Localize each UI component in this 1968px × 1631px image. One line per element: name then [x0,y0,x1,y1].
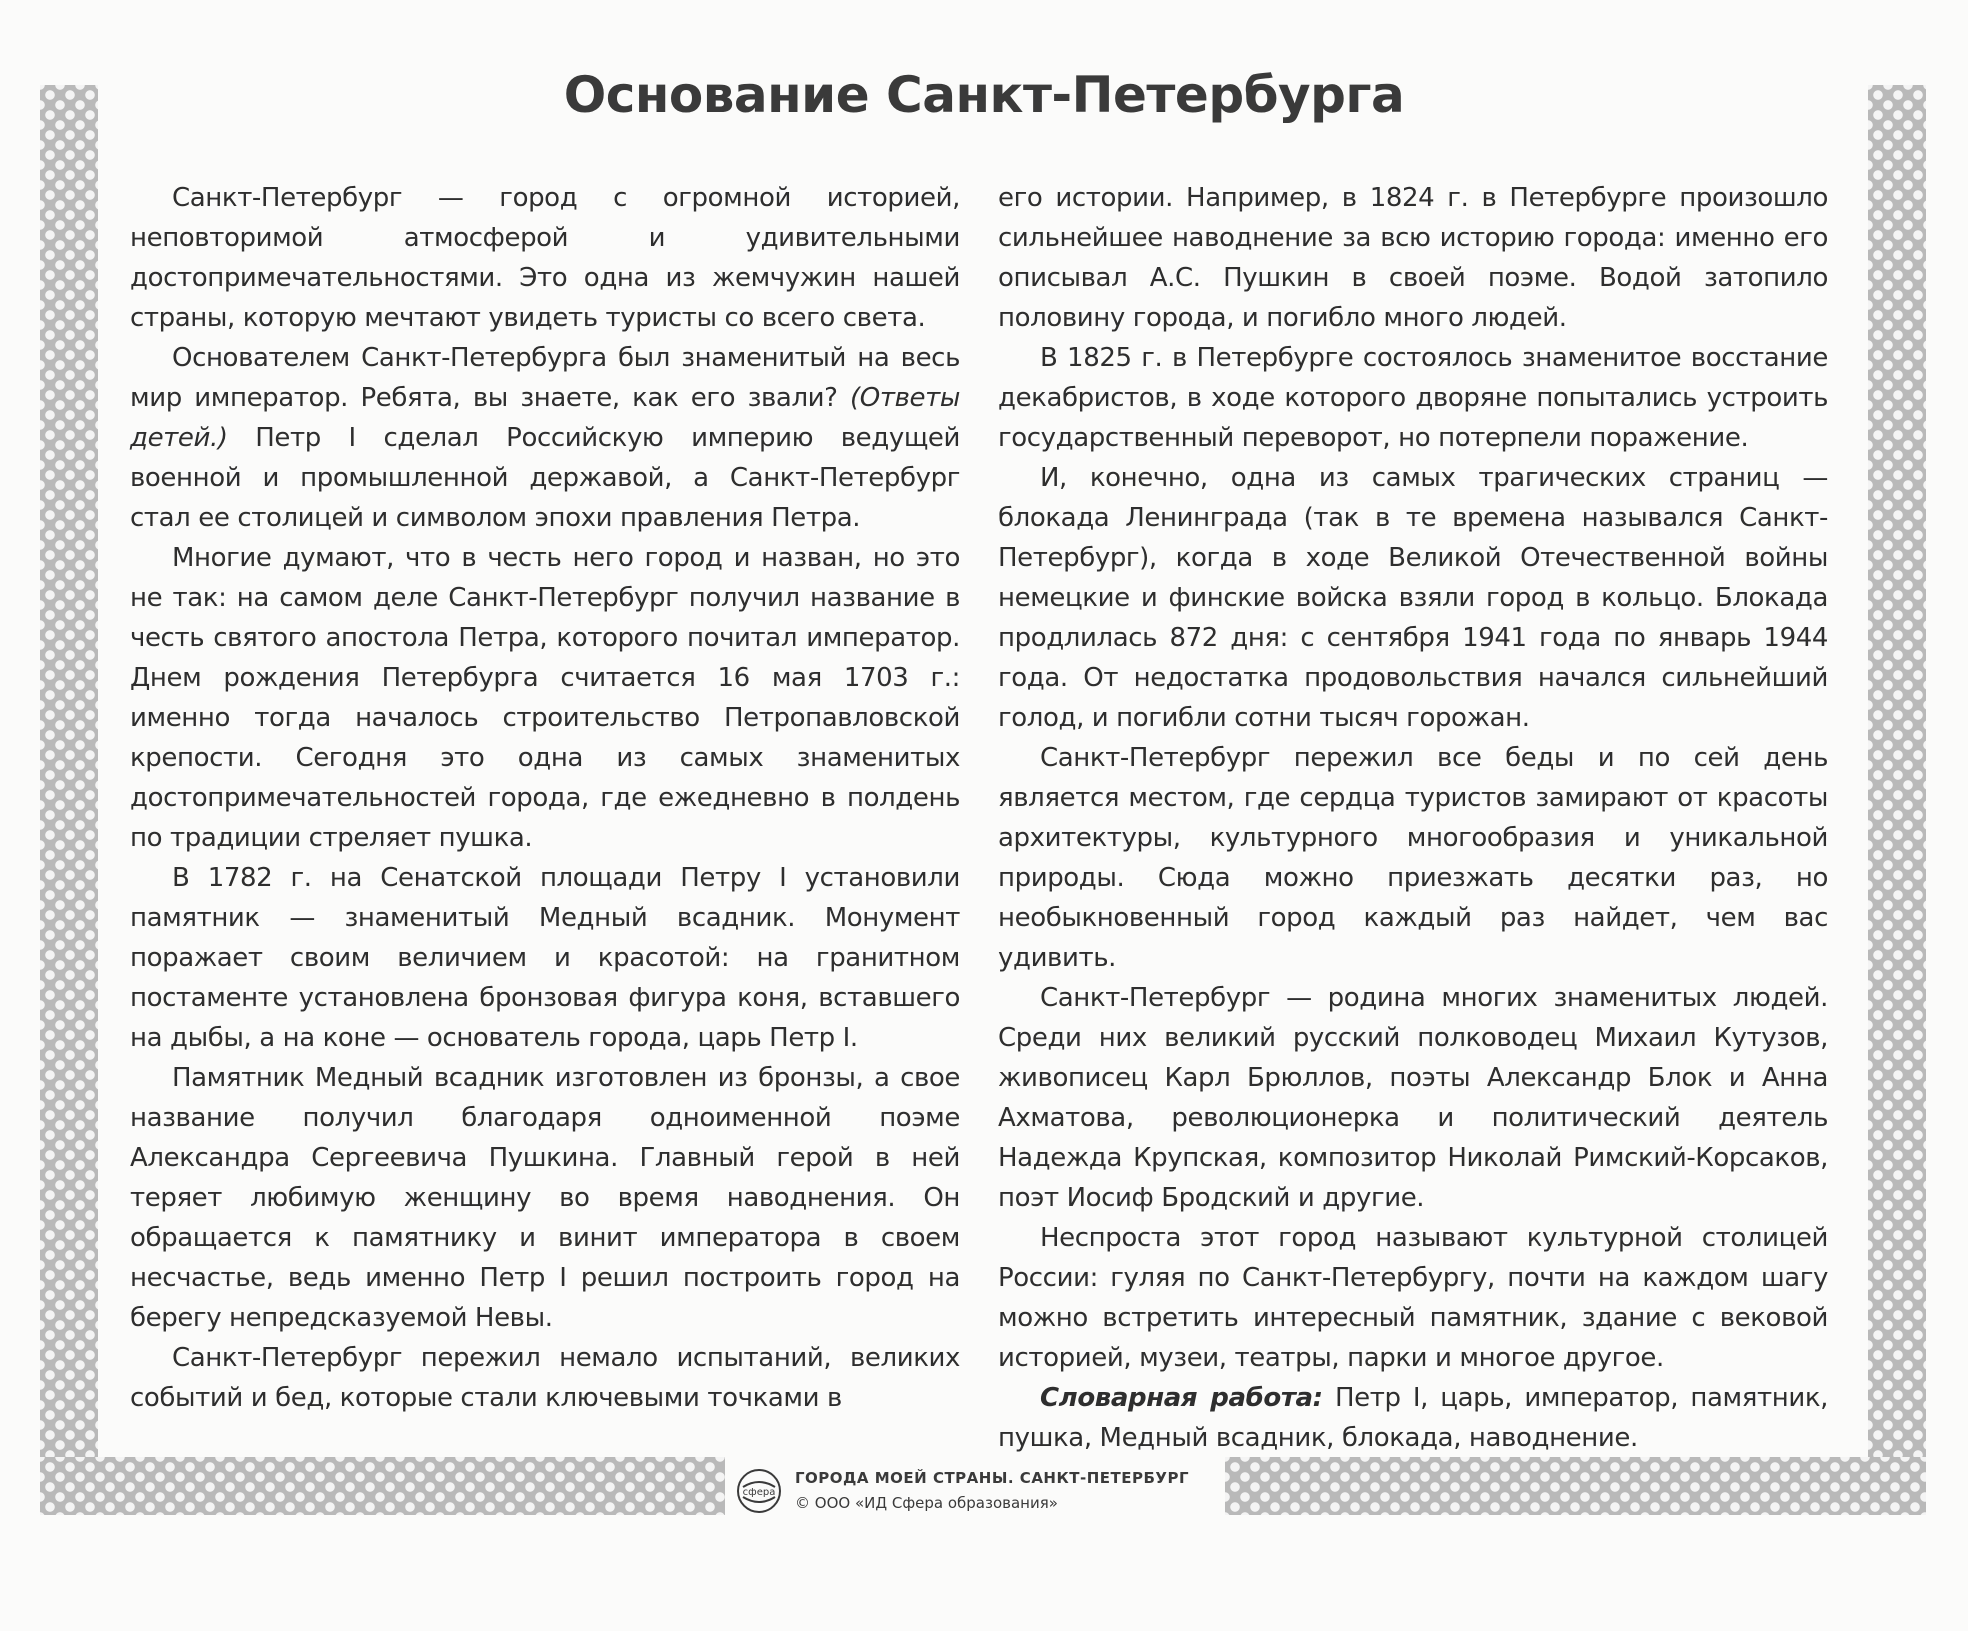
publisher-logo-text: сфера [742,1487,776,1498]
paragraph: В 1782 г. на Сенатской площади Петру I установили памятник — знаменитый Медный всадник. Монумент поражает своим величием и красотой: на гранитном постаменте установлена бронзовая фигура коня, вставшего на дыбы, а на коне — основатель города, царь Петр I. [130,863,960,1053]
paragraph: В 1825 г. в Петербурге состоялось знаменитое восстание декабристов, в ходе которого дворяне попытались устроить государственный переворот, но потерпели поражение. [998,343,1828,453]
page-title: Основание Санкт-Петербурга [563,66,1405,124]
paragraph: Многие думают, что в честь него город и назван, но это не так: на самом деле Санкт-Петербург получил название в честь святого апостола Петра, которого почитал император. Днем рождения Петербурга считается 16 мая 1703 г.: именно тогда началось строительство Петропавловской крепости. Сегодня это одна из самых знаменитых достопримечательностей города, где ежедневно в полдень по традиции стреляет пушка. [130,543,960,853]
right-ornament-border [1868,85,1926,1515]
left-text-column [130,178,960,1418]
paragraph: Санкт-Петербург пережил немало испытаний, великих событий и бед, которые стали ключевыми точками в [130,1343,960,1413]
publisher-logo-icon [735,1467,783,1515]
vocabulary-label: Словарная работа: [1040,1383,1323,1413]
paragraph: Неспроста этот город называют культурной столицей России: гуляя по Санкт-Петербургу, почти на каждом шагу можно встретить интересный памятник, здание с вековой историей, музеи, театры, парки и многое другое. [998,1223,1828,1373]
vocabulary-words: Петр I, царь, император, памятник, пушка, Медный всадник, блокада, наводнение. [998,1383,1828,1453]
paragraph: И, конечно, одна из самых трагических страниц — блокада Ленинграда (так в те времена назывался Санкт-Петербург), когда в ходе Великой Отечественной войны немецкие и финские войска взяли город в кольцо. Блокада продлилась 872 дня: с сентября 1941 года по январь 1944 года. От недостатка продовольствия начался сильнейший голод, и погибли сотни тысяч горожан. [998,463,1828,733]
bottom-left-ornament-border [40,1457,725,1515]
paragraph-text: Петр I сделал Российскую империю ведущей военной и промышленной державой, а Санкт-Петербург стал ее столицей и символом эпохи правления Петра. [130,423,960,533]
children-answers-note: (Ответы детей.) [130,383,960,453]
series-title: ГОРОДА МОЕЙ СТРАНЫ. САНКТ-ПЕТЕРБУРГ [795,1469,1190,1487]
paragraph-text: Основателем Санкт-Петербурга был знаменитый на весь мир император. Ребята, вы знаете, как его звали? [130,343,960,413]
paragraph: Санкт-Петербург — родина многих знаменитых людей. Среди них великий русский полководец Михаил Кутузов, живописец Карл Брюллов, поэты Александр Блок и Анна Ахматова, революционерка и политический деятель Надежда Крупская, композитор Николай Римский-Корсаков, поэт Иосиф Бродский и другие. [998,983,1828,1213]
footer [735,1463,1215,1523]
paragraph: Санкт-Петербург пережил все беды и по сей день является местом, где сердца туристов замирают от красоты архитектуры, культурного многообразия и уникальной природы. Сюда можно приезжать десятки раз, но необыкновенный город каждый раз найдет, чем вас удивить. [998,743,1828,973]
vocabulary-paragraph [998,1378,1828,1458]
copyright: © ООО «ИД Сфера образования» [795,1494,1058,1512]
paragraph: Санкт-Петербург — город с огромной историей, неповторимой атмосферой и удивительными достопримечательностями. Это одна из жемчужин нашей страны, которую мечтают увидеть туристы со всего света. [130,183,960,333]
right-text-column [998,178,1828,1458]
paragraph-continuation: его истории. Например, в 1824 г. в Петербурге произошло сильнейшее наводнение за всю историю города: именно его описывал А.С. Пушкин в своей поэме. Водой затопило половину города, и погибло много людей. [998,183,1828,333]
paragraph [130,338,960,538]
left-ornament-border [40,85,98,1515]
paragraph: Памятник Медный всадник изготовлен из бронзы, а свое название получил благодаря одноименной поэме Александра Сергеевича Пушкина. Главный герой в ней теряет любимую женщину во время наводнения. Он обращается к памятнику и винит императора в своем несчастье, ведь именно Петр I решил построить город на берегу непредсказуемой Невы. [130,1063,960,1333]
bottom-right-ornament-border [1225,1457,1926,1515]
